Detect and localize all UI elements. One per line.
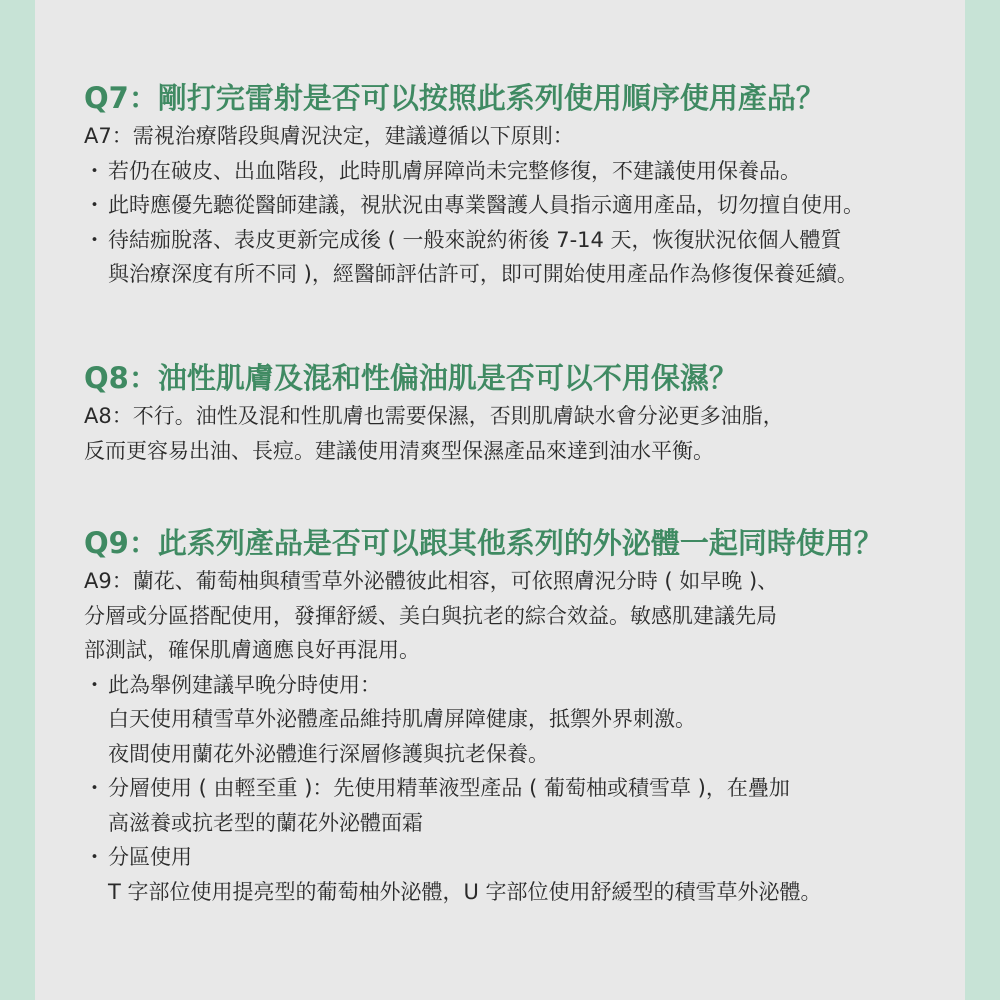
answer-a7: A7：需視治療階段與膚況決定，建議遵循以下原則： [84,124,574,148]
answer-a8-line: A8：不行。油性及混和性肌膚也需要保濕，否則肌膚缺水會分泌更多油脂， [84,404,784,428]
bullet-dot: ・ [84,776,105,800]
list-item [84,223,945,258]
bullet-dot: ・ [84,158,105,183]
bullet-text: 若仍在破皮、出血階段，此時肌膚屏障尚未完整修復，不建議使用保養品。 [108,158,801,183]
faq-q8 [84,359,945,468]
answer-a9-line: A9：蘭花、葡萄柚與積雪草外泌體彼此相容，可依照膚況分時 ( 如早晚 )、 [84,569,779,593]
bullet-continuation: 與治療深度有所不同 )，經醫師評估許可，即可開始使用產品作為修復保養延續。 [108,262,858,286]
bullet-sub-line: 白天使用積雪草外泌體產品維持肌膚屏障健康，抵禦外界刺激。 [108,707,696,731]
bullet-sub-line: T 字部位使用提亮型的葡萄柚外泌體，U 字部位使用舒緩型的積雪草外泌體。 [108,879,822,904]
bullet-text: 分區使用 [108,845,192,869]
question-q7: Q7：剛打完雷射是否可以按照此系列使用順序使用產品？ [84,81,825,115]
bullet-continuation: 高滋養或抗老型的蘭花外泌體面霜 [108,810,423,835]
list-item [84,188,945,223]
bullet-text: 分層使用 ( 由輕至重 )：先使用精華液型產品 ( 葡萄柚或積雪草 )，在疊加 [108,776,790,800]
bullet-dot: ・ [84,193,105,217]
faq-q9 [84,524,945,909]
list-item [84,840,945,875]
bullet-sub-line: 夜間使用蘭花外泌體進行深層修護與抗老保養。 [108,741,549,766]
answer-a9-line: 分層或分區搭配使用，發揮舒緩、美白與抗老的綜合效益。敏感肌建議先局 [84,603,777,628]
faq-q7 [84,79,945,292]
bullet-text: 待結痂脫落、表皮更新完成後 ( 一般來說約術後 7-14 天，恢復狀況依個人體質 [108,227,842,252]
bullet-text: 此為舉例建議早晚分時使用： [108,672,381,697]
answer-a9-line: 部測試，確保肌膚適應良好再混用。 [84,638,420,662]
question-q8: Q8：油性肌膚及混和性偏油肌是否可以不用保濕？ [84,361,738,395]
bullet-dot: ・ [84,227,105,252]
list-item [84,154,945,189]
content-card [35,0,965,1000]
bullet-text: 此時應優先聽從醫師建議，視狀況由專業醫護人員指示適用產品，切勿擅自使用。 [108,193,864,217]
bullet-dot: ・ [84,672,105,697]
question-q9: Q9：此系列產品是否可以跟其他系列的外泌體一起同時使用？ [84,526,883,560]
list-item [84,771,945,806]
list-item [84,668,945,703]
answer-a8-line: 反而更容易出油、長痘。建議使用清爽型保濕產品來達到油水平衡。 [84,438,714,463]
bullet-dot: ・ [84,845,105,869]
